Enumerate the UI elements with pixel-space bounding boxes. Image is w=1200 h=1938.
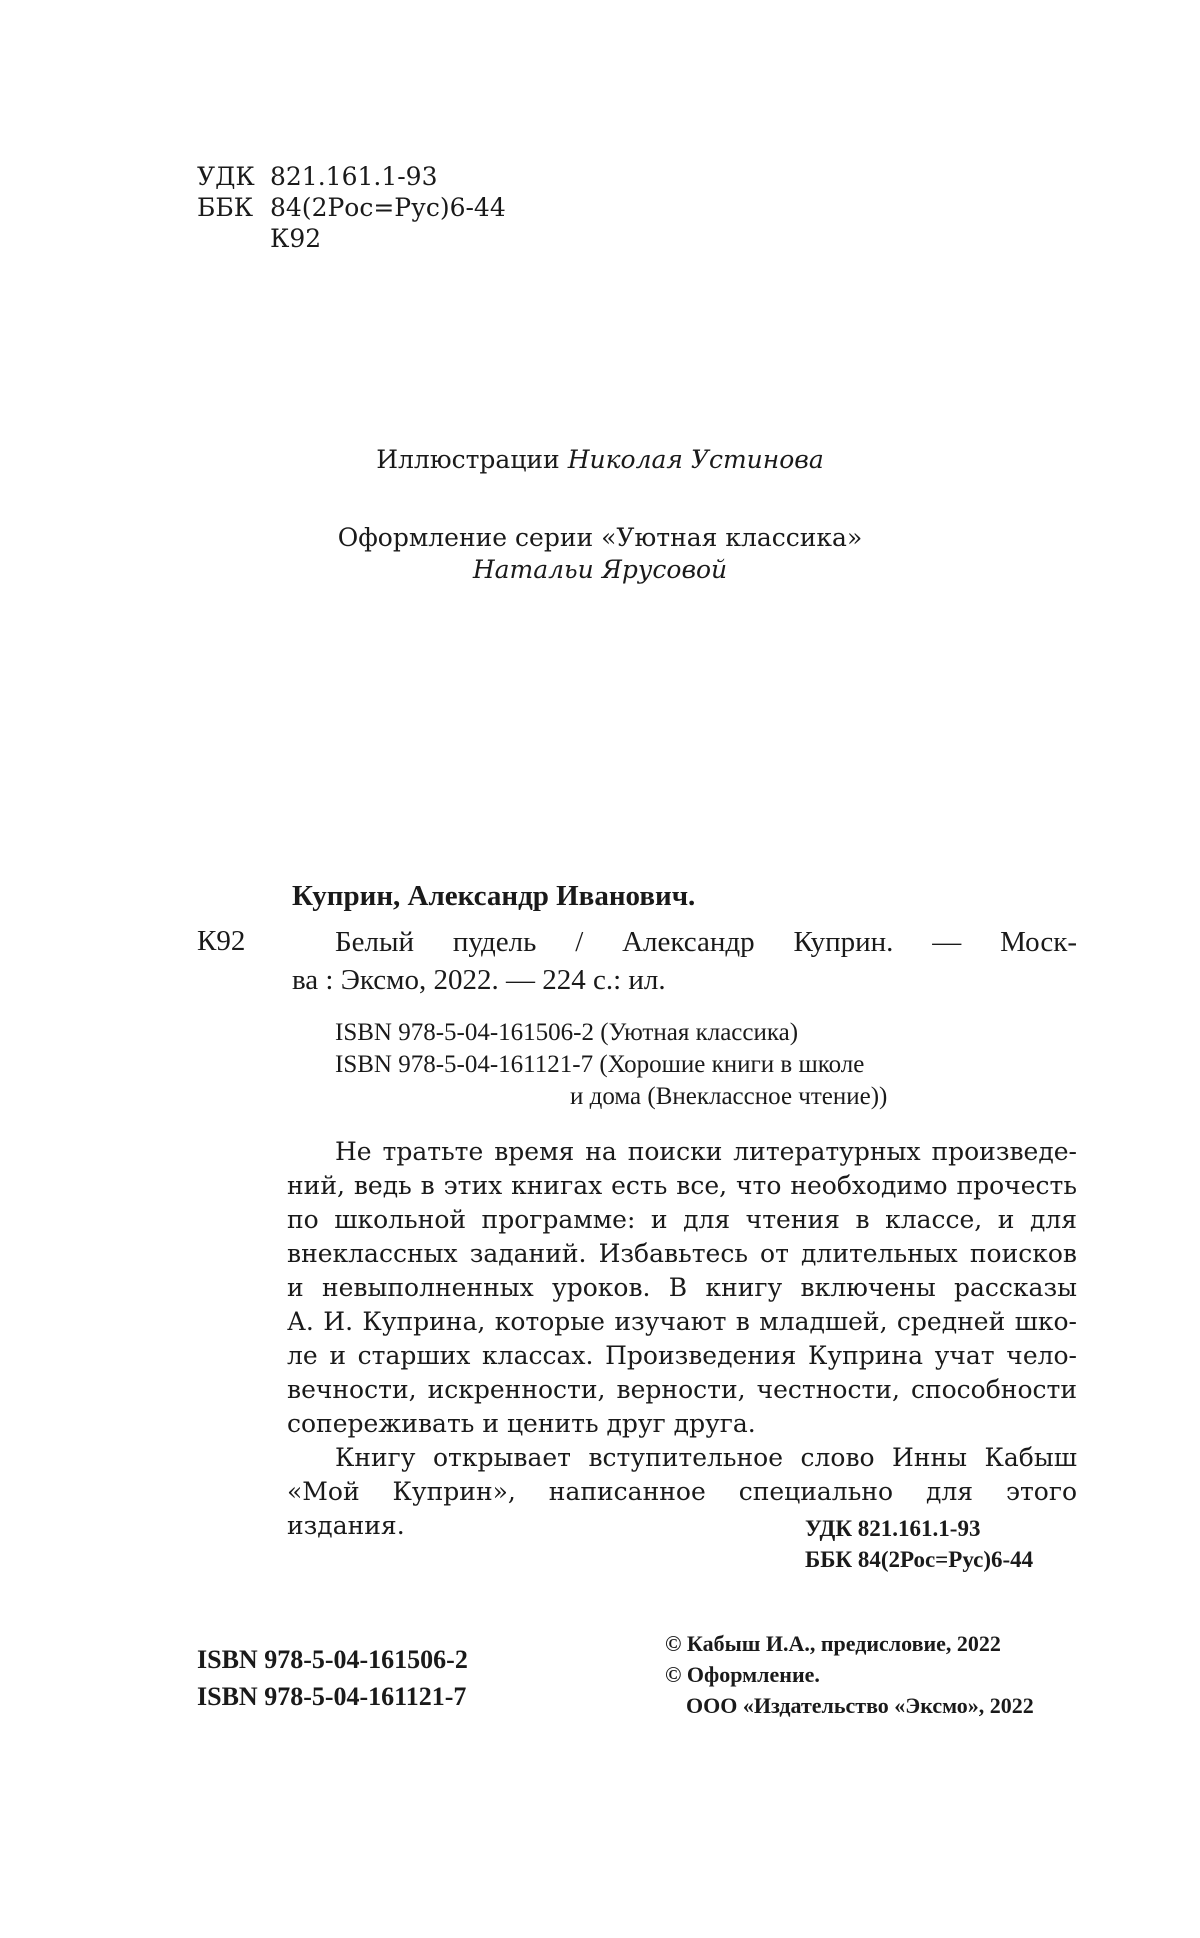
isbn-line-2: ISBN 978-5-04-161121-7 (Хорошие книги в школе <box>335 1051 865 1078</box>
annotation-line: и невыполненных уроков. В книгу включены рассказы <box>287 1273 1077 1302</box>
author-mark: К92 <box>197 925 246 957</box>
copyright-publisher: ООО «Издательство «Эксмо», 2022 <box>686 1693 1034 1718</box>
illustrations-prefix: Иллюстрации <box>376 445 560 474</box>
annotation-line: А. И. Куприна, которые изучают в младшей, средней шко- <box>287 1307 1077 1336</box>
footer-isbn-1: ISBN 978-5-04-161506-2 <box>197 1645 468 1674</box>
annotation-line: «Мой Куприн», написанное специально для этого издания. <box>287 1477 1077 1540</box>
copyright-design: © Оформление. <box>665 1662 820 1687</box>
series-designer-name: Натальи Ярусовой <box>472 555 728 584</box>
author-heading: Куприн, Александр Иванович. <box>292 880 696 912</box>
copyright-preface: © Кабыш И.А., предисловие, 2022 <box>665 1631 1001 1656</box>
annotation-line: вечности, искренности, верности, честности, способности <box>287 1375 1077 1404</box>
annotation-line: Не тратьте время на поиски литературных произведе- <box>335 1137 1077 1166</box>
bbk-label: ББК <box>197 193 254 222</box>
annotation-line: по школьной программе: и для чтения в классе, и для <box>287 1205 1077 1234</box>
annotation-line: внеклассных заданий. Избавьтесь от длительных поисков <box>287 1239 1077 1268</box>
annotation-line: Книгу открывает вступительное слово Инны Кабыш <box>335 1443 1077 1472</box>
annotation-line: ле и старших классах. Произведения Куприна учат чело- <box>287 1341 1077 1370</box>
bbk-bottom: ББК 84(2Рос=Рус)6-44 <box>805 1547 1034 1572</box>
udk-bottom: УДК 821.161.1-93 <box>805 1516 981 1541</box>
title-line-1: Белый пудель / Александр Куприн. — Моск- <box>335 926 1077 958</box>
series-design-credit: Оформление серии «Уютная классика» <box>337 523 863 552</box>
annotation-line: ний, ведь в этих книгах есть все, что необходимо прочесть <box>287 1171 1077 1200</box>
udk-value: 821.161.1-93 <box>270 162 438 191</box>
author-mark-top: К92 <box>270 224 322 253</box>
isbn-line-3: и дома (Внеклассное чтение)) <box>570 1083 888 1110</box>
udk-label: УДК <box>197 162 255 191</box>
bbk-value: 84(2Рос=Рус)6-44 <box>270 193 506 222</box>
illustrations-credit <box>0 443 1200 477</box>
illustrator-name: Николая Устинова <box>567 445 824 474</box>
footer-isbn-2: ISBN 978-5-04-161121-7 <box>197 1682 467 1711</box>
isbn-line-1: ISBN 978-5-04-161506-2 (Уютная классика) <box>335 1019 799 1046</box>
title-line-2: ва : Эксмо, 2022. — 224 с.: ил. <box>292 964 666 996</box>
annotation-line: сопереживать и ценить друг друга. <box>287 1409 756 1438</box>
